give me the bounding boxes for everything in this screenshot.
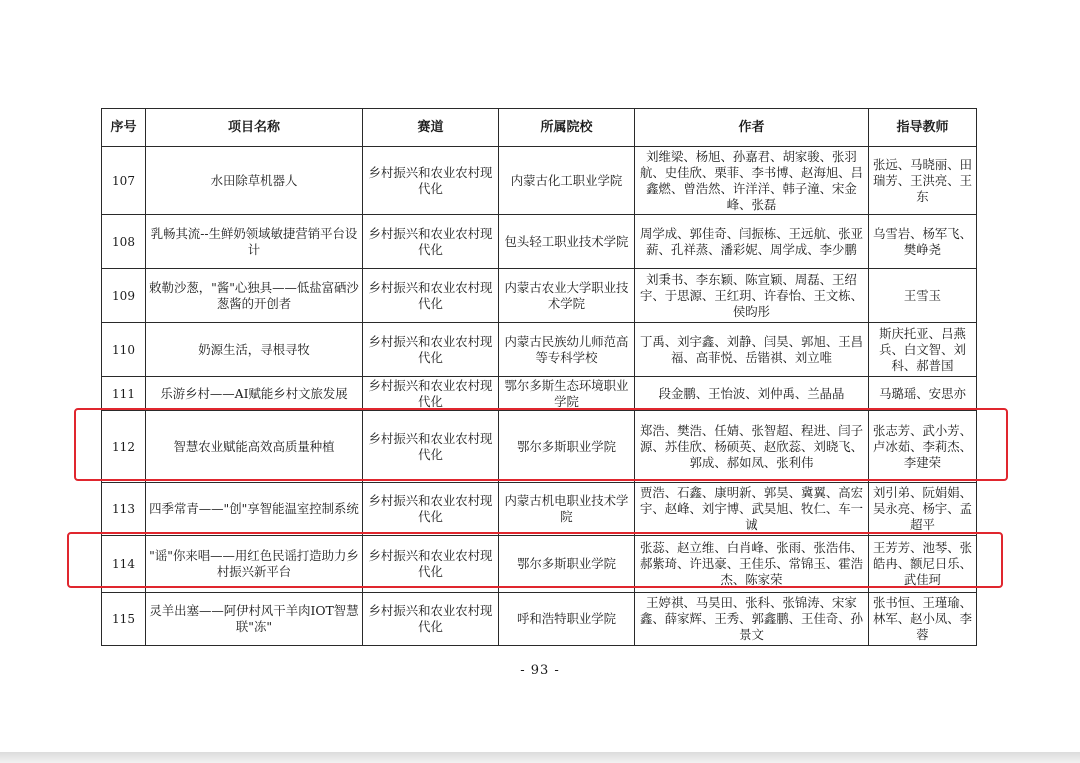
cell-school: 鄂尔多斯职业学院 [499,536,635,593]
table-row [102,215,977,269]
cell-project-name: 乳畅其流--生鲜奶领域敏捷营销平台设计 [146,215,363,269]
cell-advisors: 王雪玉 [869,269,977,323]
header-seq: 序号 [102,109,146,147]
cell-track: 乡村振兴和农业农村现代化 [363,215,499,269]
cell-project-name: 智慧农业赋能高效高质量种植 [146,411,363,483]
cell-school: 内蒙古机电职业技术学院 [499,483,635,536]
cell-authors: 王婷祺、马昊田、张科、张锦涛、宋家鑫、薛家辉、王秀、郭鑫鹏、王佳奇、孙景文 [635,593,869,646]
cell-authors: 郑浩、樊浩、任婧、张智超、程进、闫子源、苏佳欣、杨硕英、赵欣蕊、刘晓飞、郭成、郝如凤、张利伟 [635,411,869,483]
cell-school: 包头轻工职业技术学院 [499,215,635,269]
table-row [102,483,977,536]
cell-project-name: "谣"你来唱——用红色民谣打造助力乡村振兴新平台 [146,536,363,593]
cell-project-name: 四季常青——"创"享智能温室控制系统 [146,483,363,536]
cell-seq: 111 [102,377,146,411]
cell-project-name: 敕勒沙葱，"酱"心独具——低盐富硒沙葱酱的开创者 [146,269,363,323]
cell-authors: 段金鹏、王怡波、刘仲禹、兰晶晶 [635,377,869,411]
cell-school: 鄂尔多斯职业学院 [499,411,635,483]
cell-track: 乡村振兴和农业农村现代化 [363,593,499,646]
cell-advisors: 马璐瑶、安思亦 [869,377,977,411]
highlight-box-row-112 [74,408,1008,481]
cell-seq: 107 [102,147,146,215]
cell-school: 内蒙古农业大学职业技术学院 [499,269,635,323]
cell-advisors: 刘引弟、阮娟娟、吴永亮、杨宇、孟超平 [869,483,977,536]
cell-advisors: 张远、马晓丽、田瑞芳、王洪亮、王东 [869,147,977,215]
cell-school: 呼和浩特职业学院 [499,593,635,646]
table-header-row [102,109,977,147]
cell-seq: 108 [102,215,146,269]
cell-project-name: 乐游乡村——AI赋能乡村文旅发展 [146,377,363,411]
header-school: 所属院校 [499,109,635,147]
cell-project-name: 奶源生活，寻根寻牧 [146,323,363,377]
cell-seq: 114 [102,536,146,593]
cell-advisors: 乌雪岩、杨军飞、樊峥尧 [869,215,977,269]
cell-authors: 张蕊、赵立维、白肖峰、张雨、张浩伟、郝紫琦、许迅豪、王佳乐、常锦玉、霍浩杰、陈家荣 [635,536,869,593]
cell-authors: 贾浩、石鑫、康明新、郭昊、冀翼、高宏宇、赵峰、刘宇博、武昊旭、牧仁、车一诚 [635,483,869,536]
cell-advisors: 张志芳、武小芳、卢冰茹、李莉杰、李建荣 [869,411,977,483]
table-row [102,377,977,411]
cell-authors: 刘维梁、杨旭、孙嘉君、胡家骏、张羽航、史佳欣、栗菲、李书博、赵海旭、吕鑫燃、曾浩然、许洋洋、韩子潼、宋金峰、张磊 [635,147,869,215]
table-row [102,323,977,377]
cell-advisors: 王芳芳、池琴、张皓冉、额尼日乐、武佳珂 [869,536,977,593]
cell-track: 乡村振兴和农业农村现代化 [363,269,499,323]
cell-school: 内蒙古化工职业学院 [499,147,635,215]
cell-authors: 周学成、郭佳奇、闫振栋、王远航、张亚薪、孔祥蒸、潘彩妮、周学成、李少鹏 [635,215,869,269]
cell-project-name: 水田除草机器人 [146,147,363,215]
page-bottom-edge [0,752,1080,763]
cell-track: 乡村振兴和农业农村现代化 [363,536,499,593]
cell-track: 乡村振兴和农业农村现代化 [363,483,499,536]
cell-track: 乡村振兴和农业农村现代化 [363,147,499,215]
cell-project-name: 灵羊出塞——阿伊村风干羊肉IOT智慧联"冻" [146,593,363,646]
header-project-name: 项目名称 [146,109,363,147]
cell-seq: 112 [102,411,146,483]
cell-authors: 丁禹、刘宇鑫、刘静、闫昊、郭旭、王昌福、高菲悦、岳锴祺、刘立唯 [635,323,869,377]
cell-seq: 115 [102,593,146,646]
table-row [102,593,977,646]
cell-advisors: 张书恒、王瑾瑜、林军、赵小凤、李蓉 [869,593,977,646]
cell-advisors: 斯庆托亚、吕燕兵、白文智、刘科、郝普国 [869,323,977,377]
cell-seq: 110 [102,323,146,377]
cell-authors: 刘秉书、李东颖、陈宣颖、周磊、王绍宇、于思源、王红玥、许春怡、王文栋、侯昀彤 [635,269,869,323]
header-track: 赛道 [363,109,499,147]
page-number: - 93 - [520,663,560,678]
table-row [102,269,977,323]
cell-track: 乡村振兴和农业农村现代化 [363,323,499,377]
cell-track: 乡村振兴和农业农村现代化 [363,411,499,483]
cell-seq: 109 [102,269,146,323]
table-row [102,147,977,215]
cell-track: 乡村振兴和农业农村现代化 [363,377,499,411]
cell-seq: 113 [102,483,146,536]
cell-school: 鄂尔多斯生态环境职业学院 [499,377,635,411]
header-advisors: 指导教师 [869,109,977,147]
header-authors: 作者 [635,109,869,147]
highlight-box-row-114 [67,532,1003,588]
cell-school: 内蒙古民族幼儿师范高等专科学校 [499,323,635,377]
